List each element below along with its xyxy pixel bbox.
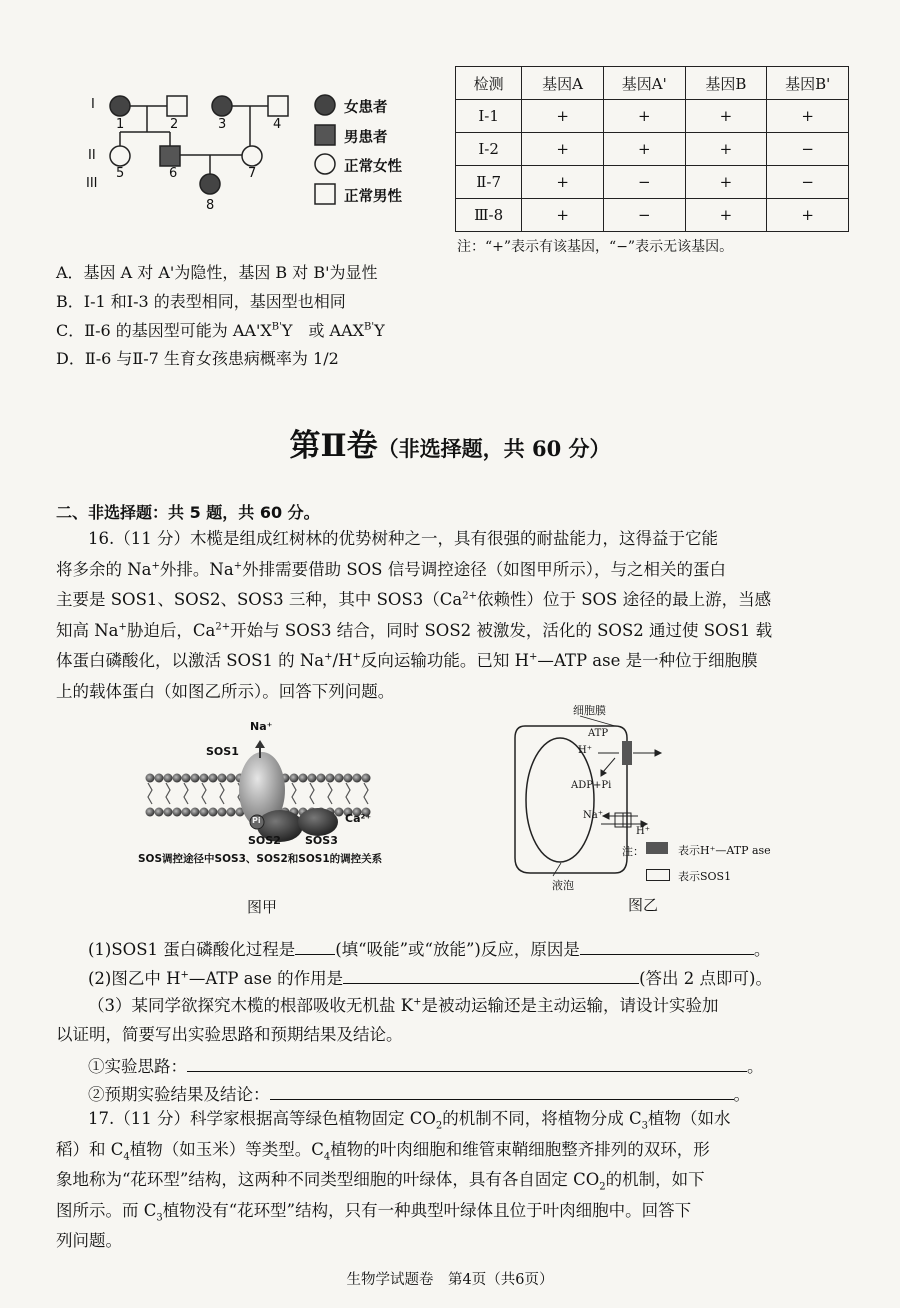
legend-affected-male-icon bbox=[315, 125, 335, 145]
fig-jia-sos1-label: SOS1 bbox=[206, 745, 239, 758]
table-row bbox=[456, 166, 849, 199]
q17-line: 列问题。 bbox=[56, 1231, 122, 1250]
table-cell: + bbox=[522, 133, 604, 166]
text-run: (答出 2 点即可)。 bbox=[639, 969, 772, 988]
pedigree-ii5-normal-female bbox=[110, 146, 130, 166]
table-header: 基因A' bbox=[603, 67, 685, 100]
option-d: D．Ⅱ-6 与Ⅱ-7 生育女孩患病概率为 1/2 bbox=[56, 349, 339, 368]
table-cell: + bbox=[685, 166, 767, 199]
table-cell: − bbox=[767, 166, 849, 199]
table-cell: Ⅱ-7 bbox=[456, 166, 522, 199]
fig-jia-ca-label: Ca²⁺ bbox=[345, 812, 372, 825]
section-subtitle: （非选择题，共 60 分） bbox=[377, 436, 611, 461]
fig-jia-na-label: Na⁺ bbox=[250, 720, 273, 733]
pedigree-i3-affected-female bbox=[212, 96, 232, 116]
section-heading: 二、非选择题：共 5 题，共 60 分。 bbox=[56, 503, 320, 522]
text-run: 外排。Na bbox=[159, 559, 234, 579]
q17-stem bbox=[56, 1104, 856, 1257]
subscript: 3 bbox=[156, 1211, 163, 1223]
text-run: 是被动运输还是主动运输，请设计实验加 bbox=[421, 996, 719, 1015]
individual-number-4: 4 bbox=[273, 117, 282, 132]
superscript: + bbox=[180, 969, 189, 981]
table-row bbox=[456, 100, 849, 133]
text-run: 的机制，如下 bbox=[605, 1170, 705, 1189]
table-cell: Ⅰ-1 bbox=[456, 100, 522, 133]
text-run: 。 bbox=[753, 940, 771, 959]
fig-yi-na-label: Na⁺ bbox=[583, 810, 603, 821]
superscript: + bbox=[352, 651, 361, 663]
text-run: 17.（11 分）科学家根据高等绿色植物固定 CO bbox=[88, 1109, 436, 1128]
individual-number-2: 2 bbox=[170, 117, 179, 132]
text-run: /H bbox=[332, 651, 353, 670]
pedigree-i1-affected-female bbox=[110, 96, 130, 116]
answer-blank[interactable] bbox=[295, 936, 335, 955]
superscript: 2+ bbox=[215, 621, 231, 632]
answer-blank[interactable] bbox=[343, 965, 639, 984]
text-run: 体蛋白磷酸化，以激活 SOS1 的 Na bbox=[56, 651, 325, 670]
fig-yi-legend1: 表示H⁺—ATP ase bbox=[678, 844, 771, 857]
superscript: + bbox=[151, 560, 160, 571]
vacuole-shape bbox=[526, 738, 594, 862]
section-title-main: 第Ⅱ卷 bbox=[289, 428, 378, 464]
fig-yi-vacuole-label: 液泡 bbox=[552, 879, 574, 892]
pedigree-ii7-normal-female bbox=[242, 146, 262, 166]
text-run: 。 bbox=[733, 1085, 750, 1104]
text-run: 胁迫后，Ca bbox=[126, 620, 216, 640]
text-run: 的机制不同，将植物分成 C bbox=[442, 1109, 642, 1128]
option-c-prefix: C．Ⅱ-6 的基因型可能为 AA'X bbox=[56, 321, 272, 340]
legend-normal-male: 正常男性 bbox=[344, 189, 402, 205]
text-run: ①实验思路： bbox=[88, 1057, 187, 1076]
text-run: 植物（如水 bbox=[648, 1109, 731, 1128]
table-cell: + bbox=[685, 199, 767, 232]
text-run: 反向运输功能。已知 H bbox=[360, 651, 530, 670]
legend-normal-female: 正常女性 bbox=[344, 159, 402, 175]
q16-line: 16.（11 分）木榄是组成红树林的优势树种之一，具有很强的耐盐能力，这得益于它能 bbox=[88, 529, 718, 548]
text-run: 稻）和 C bbox=[56, 1139, 124, 1159]
individual-number-5: 5 bbox=[116, 166, 125, 181]
pedigree-iii8-affected-female bbox=[200, 174, 220, 194]
pedigree-i2-normal-male bbox=[167, 96, 187, 116]
sos3-protein-shape bbox=[298, 808, 338, 836]
legend-affected-male: 男患者 bbox=[344, 130, 388, 146]
text-run: 依赖性）位于 SOS 途径的最上游，当感 bbox=[476, 590, 772, 609]
text-run: 外排需要借助 SOS 信号调控途径（如图甲所示），与之相关的蛋白 bbox=[242, 559, 726, 579]
pedigree-i4-normal-male bbox=[268, 96, 288, 116]
legend-affected-female: 女患者 bbox=[344, 100, 388, 116]
option-c-mid: Y 或 AAX bbox=[281, 321, 365, 340]
answer-blank[interactable] bbox=[270, 1081, 734, 1100]
superscript: + bbox=[529, 651, 538, 663]
fig-yi-membrane-label: 细胞膜 bbox=[573, 704, 606, 717]
legend-normal-male-icon bbox=[315, 184, 335, 204]
fig-jia-pi-label: Pi bbox=[252, 816, 261, 825]
table-cell: + bbox=[522, 166, 604, 199]
text-run: (填“吸能”或“放能”)反应，原因是 bbox=[335, 940, 580, 959]
answer-blank[interactable] bbox=[580, 936, 754, 955]
table-row bbox=[456, 133, 849, 166]
table-cell: − bbox=[603, 166, 685, 199]
q17-line bbox=[56, 1104, 856, 1135]
table-header: 基因A bbox=[522, 67, 604, 100]
legend-normal-female-icon bbox=[315, 154, 335, 174]
table-header-row bbox=[456, 67, 849, 100]
fig-jia-sos2-label: SOS2 bbox=[248, 834, 281, 847]
table-header: 基因B' bbox=[767, 67, 849, 100]
option-c-sup: B' bbox=[364, 321, 375, 333]
option-c-sup: B' bbox=[271, 321, 282, 333]
subscript: 4 bbox=[123, 1150, 130, 1162]
fig-yi-note-label: 注： bbox=[622, 845, 644, 858]
subscript: 4 bbox=[323, 1150, 331, 1162]
table-cell: − bbox=[603, 199, 685, 232]
table-cell: + bbox=[522, 100, 604, 133]
cell-membrane-shape bbox=[515, 726, 627, 873]
superscript: + bbox=[413, 996, 422, 1008]
table-cell: + bbox=[767, 199, 849, 232]
q16-sub3-line1 bbox=[88, 995, 718, 1017]
text-run: 象地称为“花环型”结构，这两种不同类型细胞的叶绿体，具有各自固定 CO bbox=[56, 1170, 600, 1189]
text-run: 主要是 SOS1、SOS2、SOS3 三种，其中 SOS3（Ca bbox=[56, 590, 463, 609]
page-footer: 生物学试题卷 第4页（共6页） bbox=[346, 1272, 554, 1288]
option-a: A．基因 A 对 A'为隐性，基因 B 对 B'为显性 bbox=[56, 263, 378, 282]
fig-yi-adp-label: ADP+Pi bbox=[571, 780, 612, 791]
text-run: 知高 Na bbox=[56, 620, 119, 640]
text-run: 。 bbox=[747, 1057, 764, 1076]
table-header: 基因B bbox=[685, 67, 767, 100]
pedigree-ii6-affected-male bbox=[160, 146, 180, 166]
subscript: 3 bbox=[641, 1120, 649, 1132]
text-run: 植物的叶肉细胞和维管束鞘细胞整齐排列的双环，形 bbox=[330, 1139, 710, 1159]
fig-jia-sos3-label: SOS3 bbox=[305, 834, 338, 847]
legend-h-atpase-icon bbox=[646, 842, 668, 854]
text-run: ②预期实验结果及结论： bbox=[88, 1085, 270, 1104]
fig-yi-h-right-label: H⁺ bbox=[636, 826, 650, 837]
table-note: 注：“+”表示有该基因，“−”表示无该基因。 bbox=[457, 239, 734, 255]
h-atpase-shape bbox=[622, 741, 632, 765]
q16-line bbox=[56, 555, 856, 586]
text-run: —ATP ase 是一种位于细胞膜 bbox=[537, 651, 758, 670]
legend-sos1-icon bbox=[646, 869, 670, 881]
q16-sub2 bbox=[88, 965, 772, 990]
fig-jia-caption: 图甲 bbox=[247, 898, 278, 916]
generation-label-ii: II bbox=[88, 148, 96, 163]
fig-yi-h-label: H⁺ bbox=[578, 745, 592, 756]
q16-line bbox=[56, 616, 856, 647]
gene-detection-table bbox=[455, 66, 849, 232]
text-run: (1)SOS1 蛋白磷酸化过程是 bbox=[88, 940, 296, 959]
individual-number-6: 6 bbox=[169, 166, 178, 181]
table-row bbox=[456, 199, 849, 232]
q16-line bbox=[56, 585, 856, 616]
superscript: 2+ bbox=[462, 590, 477, 602]
fig-yi-caption: 图乙 bbox=[628, 896, 659, 914]
table-cell: + bbox=[603, 133, 685, 166]
option-c-end: Y bbox=[374, 321, 385, 340]
text-run: 植物（如玉米）等类型。C bbox=[129, 1139, 324, 1159]
figure-jia-sos-pathway bbox=[140, 738, 400, 868]
individual-number-7: 7 bbox=[248, 166, 257, 181]
q16-stem bbox=[56, 524, 856, 707]
table-cell: Ⅰ-2 bbox=[456, 133, 522, 166]
q16-step2 bbox=[88, 1081, 750, 1106]
answer-blank[interactable] bbox=[187, 1053, 747, 1072]
option-c bbox=[56, 320, 385, 342]
table-cell: + bbox=[603, 100, 685, 133]
subscript: 2 bbox=[599, 1181, 606, 1193]
individual-number-3: 3 bbox=[218, 117, 227, 132]
fig-yi-atp-label: ATP bbox=[588, 728, 609, 739]
fig-yi-legend2: 表示SOS1 bbox=[678, 870, 732, 883]
text-run: —ATP ase 的作用是 bbox=[188, 969, 344, 988]
table-cell: + bbox=[767, 100, 849, 133]
fig-jia-inner-caption: SOS调控途径中SOS3、SOS2和SOS1的调控关系 bbox=[138, 853, 383, 865]
table-cell: + bbox=[685, 100, 767, 133]
q16-sub3-line2: 以证明，简要写出实验思路和预期结果及结论。 bbox=[56, 1025, 403, 1044]
generation-label-i: I bbox=[91, 97, 95, 112]
q17-line bbox=[56, 1135, 856, 1166]
superscript: + bbox=[118, 621, 127, 632]
q17-line bbox=[56, 1196, 856, 1227]
text-run: (2)图乙中 H bbox=[88, 969, 181, 988]
text-run: 植物没有“花环型”结构，只有一种典型叶绿体且位于叶肉细胞中。回答下 bbox=[162, 1200, 692, 1220]
subscript: 2 bbox=[435, 1120, 443, 1132]
text-run: （3）某同学欲探究木榄的根部吸收无机盐 K bbox=[88, 996, 414, 1015]
q16-line bbox=[56, 646, 856, 677]
individual-number-8: 8 bbox=[206, 198, 215, 213]
table-cell: + bbox=[685, 133, 767, 166]
q16-sub1 bbox=[88, 936, 770, 961]
individual-number-1: 1 bbox=[116, 117, 125, 132]
table-cell: + bbox=[522, 199, 604, 232]
generation-label-iii: III bbox=[86, 176, 98, 191]
table-cell: − bbox=[767, 133, 849, 166]
table-cell: Ⅲ-8 bbox=[456, 199, 522, 232]
legend-affected-female-icon bbox=[315, 95, 335, 115]
superscript: + bbox=[233, 560, 243, 571]
superscript: + bbox=[324, 651, 333, 663]
q17-line bbox=[56, 1165, 856, 1196]
table-header: 检测 bbox=[456, 67, 522, 100]
option-b: B．Ⅰ-1 和Ⅰ-3 的表型相同，基因型也相同 bbox=[56, 292, 346, 311]
q16-step1 bbox=[88, 1053, 764, 1078]
text-run: 图所示。而 C bbox=[56, 1200, 157, 1220]
q16-line: 上的载体蛋白（如图乙所示）。回答下列问题。 bbox=[56, 681, 395, 701]
section-title bbox=[0, 420, 900, 465]
text-run: 开始与 SOS3 结合，同时 SOS2 被激发，活化的 SOS2 通过使 SOS1 载 bbox=[230, 620, 773, 640]
text-run: 将多余的 Na bbox=[56, 559, 152, 579]
